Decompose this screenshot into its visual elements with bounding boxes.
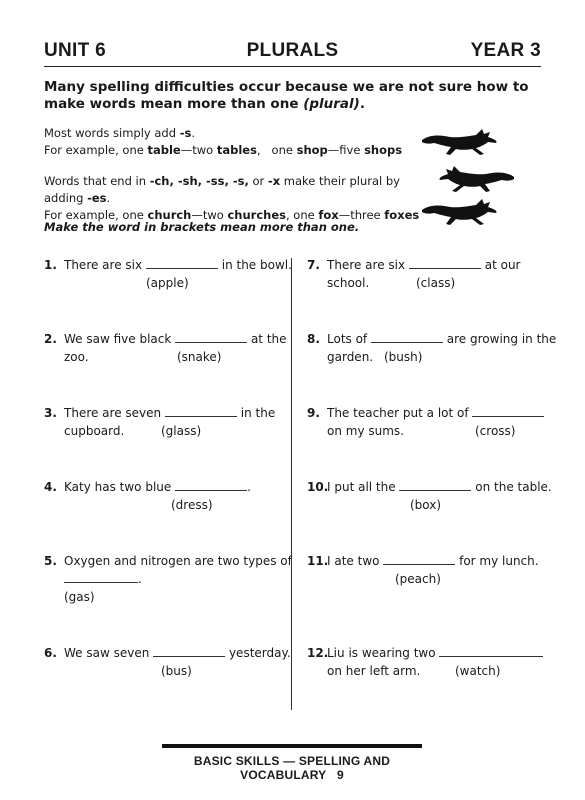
rule-text: , one xyxy=(256,143,297,157)
example-word: church xyxy=(147,208,192,222)
question-text-after: in the bowl. xyxy=(217,258,292,272)
rule-suffix: -s xyxy=(179,126,192,140)
page-title: PLURALS xyxy=(246,40,339,61)
question-number: 8. xyxy=(307,332,320,346)
rule-text: For example, one xyxy=(44,208,148,222)
rule-text: —five xyxy=(327,143,365,157)
question-text-before: The teacher put a lot of xyxy=(327,406,473,420)
answer-blank[interactable] xyxy=(371,330,443,343)
rule-text: For example, one xyxy=(44,143,148,157)
question-text xyxy=(64,644,291,662)
rule-line xyxy=(44,173,424,207)
example-word: foxes xyxy=(384,208,420,222)
question-text-after: in the xyxy=(236,406,276,420)
example-word: fox xyxy=(318,208,339,222)
question-text-before: There are seven xyxy=(64,406,165,420)
question-number: 6. xyxy=(44,646,57,660)
bracket-word: (bush) xyxy=(384,350,423,364)
question-continuation: cupboard. xyxy=(64,424,125,438)
rule-add-s xyxy=(44,125,424,159)
intro-text xyxy=(44,79,541,113)
page-footer xyxy=(162,754,422,782)
instruction-text: Make the word in brackets mean more than one. xyxy=(44,220,360,234)
fox-silhouette-icon xyxy=(420,126,500,156)
question-number: 1. xyxy=(44,258,57,272)
question-number: 2. xyxy=(44,332,57,346)
question-text xyxy=(64,330,287,348)
rule-text: Words that end in xyxy=(44,174,150,188)
question-text-before: I ate two xyxy=(327,554,384,568)
question-text-before: I put all the xyxy=(327,480,400,494)
rule-suffix: -ch, -sh, -ss, -s, xyxy=(149,174,249,188)
question-text xyxy=(64,256,292,274)
question-text-after: are growing in the xyxy=(442,332,557,346)
answer-blank[interactable] xyxy=(399,478,471,491)
question-text xyxy=(327,404,544,422)
bracket-word: (class) xyxy=(416,276,456,290)
bracket-word: (dress) xyxy=(171,498,213,512)
question-text xyxy=(64,404,275,422)
question-text-before: We saw seven xyxy=(64,646,154,660)
question-text-before: We saw five black xyxy=(64,332,176,346)
bracket-word: (cross) xyxy=(475,424,516,438)
question-number: 11. xyxy=(307,554,329,568)
rule-text: , one xyxy=(286,208,319,222)
bracket-word: (peach) xyxy=(395,572,441,586)
unit-label: UNIT 6 xyxy=(44,40,106,61)
rule-text: . xyxy=(106,191,111,205)
bracket-word: (bus) xyxy=(161,664,192,678)
question-text-after: yesterday. xyxy=(225,646,291,660)
question-number: 9. xyxy=(307,406,320,420)
question-text-after: at our xyxy=(480,258,521,272)
answer-blank[interactable] xyxy=(175,330,247,343)
example-word: shop xyxy=(296,143,328,157)
question-text-after: . xyxy=(138,572,142,586)
rule-suffix: -x xyxy=(267,174,281,188)
bracket-word: (snake) xyxy=(177,350,222,364)
question-text-after: for my lunch. xyxy=(455,554,539,568)
question-text-after: . xyxy=(247,480,251,494)
question-text xyxy=(327,256,521,274)
question-continuation: zoo. xyxy=(64,350,89,364)
question-continuation: garden. xyxy=(327,350,374,364)
question-number: 12. xyxy=(307,646,329,660)
rule-add-es xyxy=(44,173,424,224)
question-text-before: Katy has two blue xyxy=(64,480,176,494)
answer-blank[interactable] xyxy=(165,404,237,417)
rule-text: —three xyxy=(338,208,385,222)
rule-text: Most words simply add xyxy=(44,126,180,140)
intro-text-part: Many spelling difficulties occur because we are not sure how to make words mean more than one xyxy=(44,79,529,112)
question-number: 4. xyxy=(44,480,57,494)
question-text xyxy=(64,478,251,496)
question-text-after: at the xyxy=(247,332,287,346)
question-text xyxy=(327,330,556,348)
question-text xyxy=(327,644,543,662)
rule-text: make their plural by adding xyxy=(44,174,400,205)
bracket-word: (glass) xyxy=(161,424,202,438)
footer-label: BASIC SKILLS — SPELLING AND VOCABULARY xyxy=(193,754,391,782)
bracket-word: (watch) xyxy=(455,664,501,678)
rule-text: —two xyxy=(180,143,217,157)
answer-blank[interactable] xyxy=(472,404,544,417)
question-number: 10. xyxy=(307,480,329,494)
question-text-before: Oxygen and nitrogen are two types of xyxy=(64,554,292,568)
question-continuation: on my sums. xyxy=(327,424,404,438)
footer-rule xyxy=(162,744,422,748)
question-text xyxy=(327,478,552,496)
rule-text: . xyxy=(191,126,195,140)
answer-blank[interactable] xyxy=(409,256,481,269)
fox-silhouette-icon xyxy=(420,196,500,226)
rule-text: —two xyxy=(191,208,228,222)
example-word: tables xyxy=(216,143,257,157)
question-text-before: There are six xyxy=(64,258,146,272)
answer-blank[interactable] xyxy=(64,570,138,583)
rule-suffix: -es xyxy=(87,191,107,205)
rule-line xyxy=(44,125,424,142)
example-word: churches xyxy=(227,208,286,222)
question-text-after: on the table. xyxy=(471,480,552,494)
page-number: 9 xyxy=(336,768,344,782)
answer-blank[interactable] xyxy=(439,644,543,657)
example-word: table xyxy=(147,143,181,157)
question-continuation: on her left arm. xyxy=(327,664,421,678)
question-text-before: There are six xyxy=(327,258,409,272)
bracket-word: (gas) xyxy=(64,590,95,604)
question-number: 5. xyxy=(44,554,57,568)
intro-text-part: . xyxy=(359,96,365,112)
intro-plural-term: (plural) xyxy=(303,96,360,112)
question-text xyxy=(327,552,539,570)
bracket-word: (apple) xyxy=(146,276,189,290)
answer-blank[interactable] xyxy=(153,644,225,657)
page-header xyxy=(44,40,541,67)
answer-blank[interactable] xyxy=(175,478,247,491)
example-word: shops xyxy=(364,143,403,157)
answer-blank[interactable] xyxy=(146,256,218,269)
bracket-word: (box) xyxy=(410,498,442,512)
question-text-before: Liu is wearing two xyxy=(327,646,440,660)
question-text-before: Lots of xyxy=(327,332,371,346)
question-number: 3. xyxy=(44,406,57,420)
question-continuation: school. xyxy=(327,276,370,290)
year-label: YEAR 3 xyxy=(470,40,541,61)
fox-silhouette-icon xyxy=(436,162,516,192)
column-divider xyxy=(291,258,292,710)
question-continuation xyxy=(64,570,142,588)
question-number: 7. xyxy=(307,258,320,272)
rule-text: or xyxy=(248,174,268,188)
answer-blank[interactable] xyxy=(383,552,455,565)
rule-example xyxy=(44,142,424,159)
